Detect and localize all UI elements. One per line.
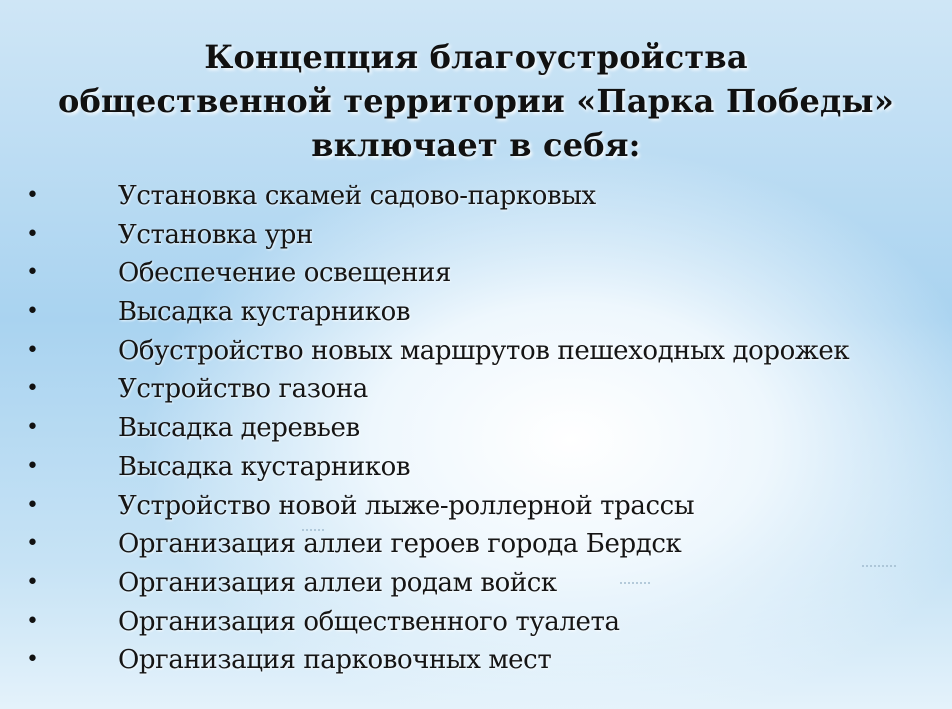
list-item [0,216,952,255]
bullet-icon: • [26,569,39,595]
title-line-2: общественной территории «Парка Победы» [57,82,895,121]
bullet-icon: • [26,299,39,325]
bullet-icon: • [26,608,39,634]
bullet-icon: • [26,221,39,247]
decorative-dots [302,529,324,533]
bullet-icon: • [26,415,39,441]
list-item [0,409,952,448]
bullet-icon: • [26,376,39,402]
list-item-text: Организация парковочных мест [118,645,552,676]
list-item [0,332,952,371]
bullet-icon: • [26,531,39,557]
list-item [0,641,952,680]
decorative-dots [620,582,650,586]
list-item-text: Обеспечение освещения [118,258,451,289]
list-item-text: Обустройство новых маршрутов пешеходных дорожек [118,335,850,366]
list-item [0,448,952,487]
list-item [0,293,952,332]
list-item-text: Высадка кустарников [118,297,411,328]
list-item-text: Установка урн [118,219,313,250]
list-item [0,370,952,409]
list-item [0,603,952,642]
bullet-icon: • [26,453,39,479]
bullet-icon: • [26,183,39,208]
list-item [0,177,952,216]
title-line-3: включает в себя: [311,126,641,165]
list-item [0,525,952,564]
list-item-text: Устройство газона [118,374,368,405]
slide-title [0,35,952,167]
list-item-text: Организация аллеи родам войск [118,567,557,598]
bullet-icon: • [26,260,39,286]
bullet-icon: • [26,337,39,363]
list-item [0,487,952,526]
list-item-text: Высадка деревьев [118,413,360,444]
list-item-text: Установка скамей садово-парковых [118,181,596,211]
concept-list [0,177,952,680]
bullet-icon: • [26,647,39,673]
list-item-text: Высадка кустарников [118,451,411,482]
title-line-1: Концепция благоустройства [204,38,748,77]
list-item-text: Организация аллеи героев города Бердск [118,529,682,560]
decorative-dots [862,565,896,569]
list-item-text: Организация общественного туалета [118,606,620,637]
list-item [0,564,952,603]
bullet-icon: • [26,492,39,518]
list-item-text: Устройство новой лыже-роллерной трассы [118,490,695,521]
list-item [0,254,952,293]
